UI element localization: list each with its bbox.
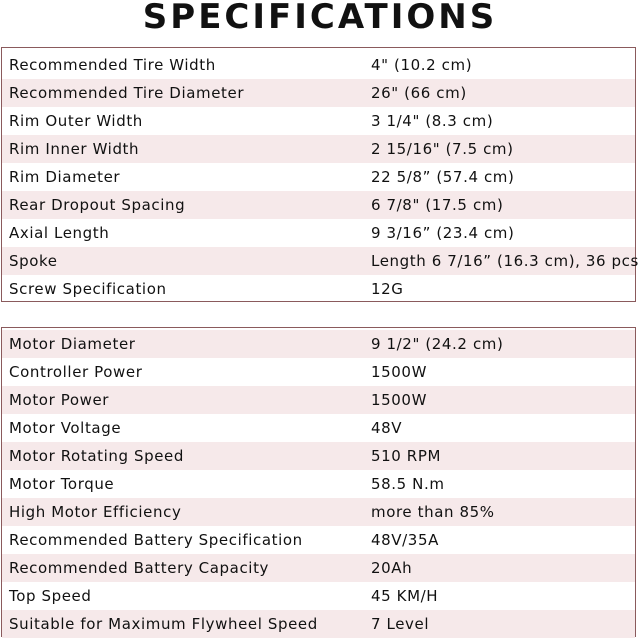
spec-value: 58.5 N.m <box>371 475 445 493</box>
spec-value: Length 6 7/16” (16.3 cm), 36 pcs <box>371 252 639 270</box>
spec-row-battery-specification <box>2 526 635 554</box>
motor-spec-table <box>1 327 636 637</box>
spec-row-flywheel-speed <box>2 610 635 638</box>
spec-label: Axial Length <box>9 224 110 242</box>
spec-row-rim-outer-width <box>2 107 635 135</box>
page-title: SPECIFICATIONS <box>142 0 498 37</box>
spec-row-rim-inner-width <box>2 135 635 163</box>
spec-row-axial-length <box>2 219 635 247</box>
spec-row-motor-efficiency <box>2 498 635 526</box>
spec-value: 48V/35A <box>371 531 439 549</box>
spec-row-tire-width <box>2 51 635 79</box>
spec-value: 45 KM/H <box>371 587 439 605</box>
spec-label: Rim Outer Width <box>9 112 143 130</box>
spec-row-motor-diameter <box>2 330 635 358</box>
spec-value: 12G <box>371 280 404 298</box>
spec-value: 1500W <box>371 391 428 409</box>
spec-value: 22 5/8” (57.4 cm) <box>371 168 515 186</box>
spec-label: Spoke <box>9 252 58 270</box>
spec-value: 48V <box>371 419 403 437</box>
spec-label: Recommended Battery Specification <box>9 531 303 549</box>
spec-row-motor-power <box>2 386 635 414</box>
spec-label: Motor Torque <box>9 475 115 493</box>
wheel-spec-table <box>1 47 639 302</box>
spec-label: Top Speed <box>9 587 92 605</box>
spec-value: 4" (10.2 cm) <box>371 56 473 74</box>
spec-row-screw-specification <box>2 275 635 303</box>
spec-row-rim-diameter <box>2 163 635 191</box>
spec-label: Motor Rotating Speed <box>9 447 184 465</box>
spec-value: 3 1/4" (8.3 cm) <box>371 112 494 130</box>
spec-row-motor-voltage <box>2 414 635 442</box>
spec-row-motor-rotating-speed <box>2 442 635 470</box>
spec-value: 1500W <box>371 363 428 381</box>
spec-value: 26" (66 cm) <box>371 84 467 102</box>
spec-value: more than 85% <box>371 503 495 521</box>
spec-value: 6 7/8" (17.5 cm) <box>371 196 504 214</box>
spec-row-controller-power <box>2 358 635 386</box>
spec-label: Recommended Tire Diameter <box>9 84 245 102</box>
spec-row-top-speed <box>2 582 635 610</box>
spec-label: Recommended Battery Capacity <box>9 559 270 577</box>
spec-label: Motor Power <box>9 391 110 409</box>
spec-label: Suitable for Maximum Flywheel Speed <box>9 615 318 633</box>
spec-row-spoke <box>2 247 639 275</box>
spec-label: Rear Dropout Spacing <box>9 196 186 214</box>
spec-value: 9 1/2" (24.2 cm) <box>371 335 504 353</box>
spec-label: High Motor Efficiency <box>9 503 182 521</box>
spec-row-battery-capacity <box>2 554 635 582</box>
spec-value: 2 15/16" (7.5 cm) <box>371 140 514 158</box>
spec-row-motor-torque <box>2 470 635 498</box>
spec-label: Rim Inner Width <box>9 140 140 158</box>
spec-label: Recommended Tire Width <box>9 56 216 74</box>
spec-value: 20Ah <box>371 559 413 577</box>
spec-row-tire-diameter <box>2 79 635 107</box>
spec-label: Motor Diameter <box>9 335 136 353</box>
spec-value: 9 3/16” (23.4 cm) <box>371 224 515 242</box>
spec-label: Controller Power <box>9 363 143 381</box>
spec-label: Motor Voltage <box>9 419 122 437</box>
spec-row-rear-dropout-spacing <box>2 191 635 219</box>
spec-label: Rim Diameter <box>9 168 121 186</box>
spec-value: 7 Level <box>371 615 430 633</box>
spec-label: Screw Specification <box>9 280 167 298</box>
spec-value: 510 RPM <box>371 447 442 465</box>
